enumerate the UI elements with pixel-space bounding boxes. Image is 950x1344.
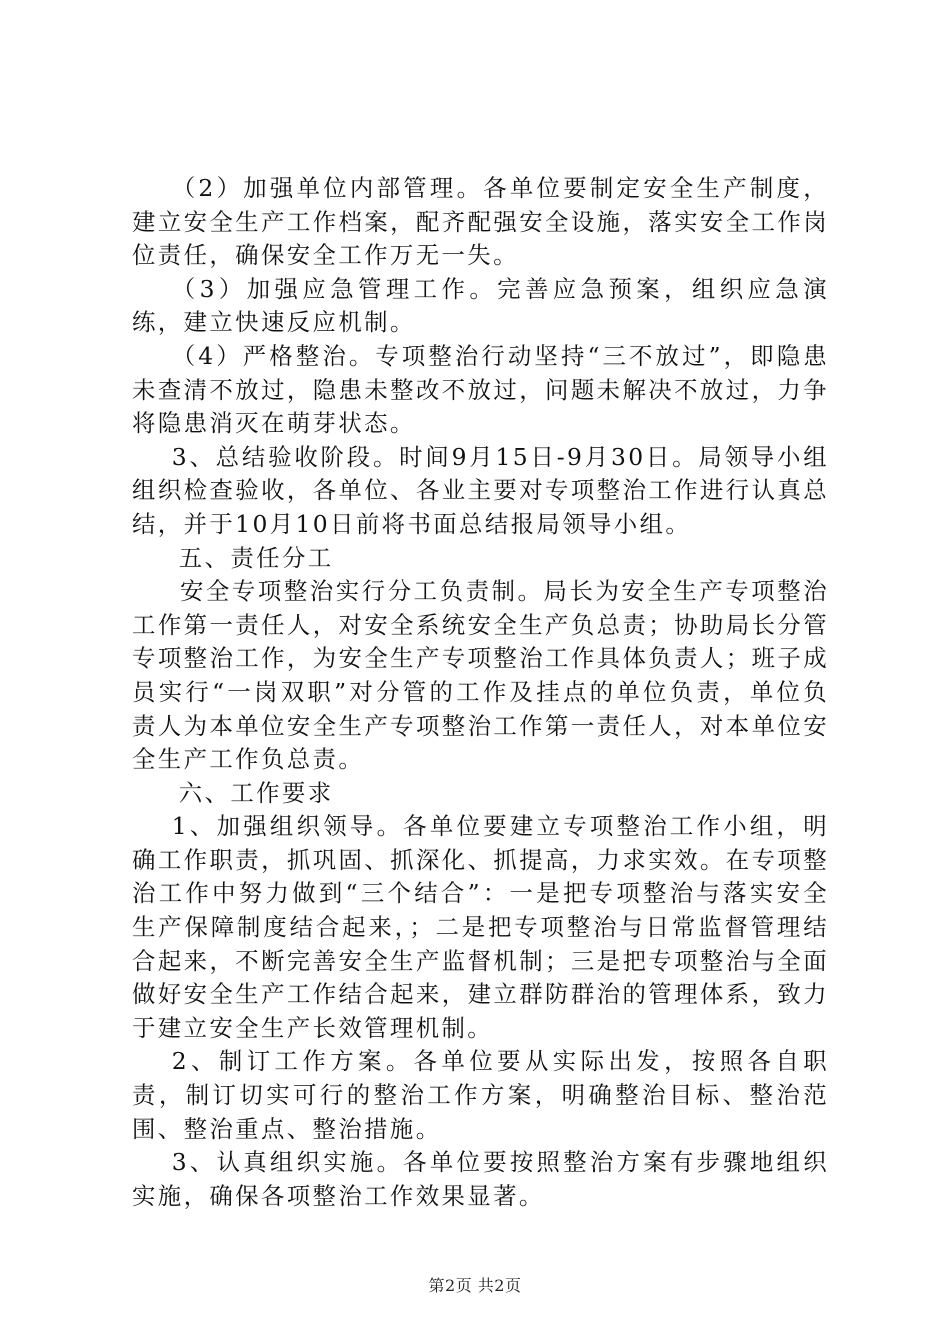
section-heading-responsibility: 五、责任分工	[178, 543, 334, 572]
paragraph-responsibility-division: 安全专项整治实行分工负责制。局长为安全生产专项整治工作第一责任人，对安全系统安全生产负总责；协助局长分管专项整治工作，为安全生产专项整治工作具体负责人；班子成员实行“一岗双职”对分管的工作及挂点的单位负责，单位负责人为本单位安全生产专项整治工作第一责任人，对本单位安全生产工作负总责。	[132, 577, 829, 774]
paragraph-internal-management: （2）加强单位内部管理。各单位要制定安全生产制度，建立安全生产工作档案，配齐配强安全设施，落实安全工作岗位责任，确保安全工作万无一失。	[132, 174, 829, 270]
paragraph-organization-leadership: 1、加强组织领导。各单位要建立专项整治工作小组，明确工作职责，抓巩固、抓深化、抓提高，力求实效。在专项整治工作中努力做到“三个结合”：一是把专项整治与落实安全生产保障制度结合起来，；二是把专项整治与日常监督管理结合起来，不断完善安全生产监督机制；三是把专项整治与全面做好安全生产工作结合起来，建立群防群治的管理体系，致力于建立安全生产长效管理机制。	[132, 812, 829, 1042]
paragraph-emergency-management: （3）加强应急管理工作。完善应急预案，组织应急演练，建立快速反应机制。	[132, 274, 829, 337]
paragraph-implementation: 3、认真组织实施。各单位要按照整治方案有步骤地组织实施，确保各项整治工作效果显著。	[132, 1148, 829, 1210]
section-heading-requirements: 六、工作要求	[178, 778, 334, 807]
document-body	[132, 172, 829, 1213]
page-number-footer: 第2页 共2页	[428, 1276, 522, 1295]
paragraph-work-plan: 2、制订工作方案。各单位要从实际出发，按照各自职责，制订切实可行的整治工作方案，明确整治目标、整治范围、整治重点、整治措施。	[132, 1047, 829, 1143]
paragraph-strict-rectification: （4）严格整治。专项整治行动坚持“三不放过”，即隐患未查清不放过，隐患未整改不放过，问题未解决不放过，力争将隐患消灭在萌芽状态。	[132, 341, 829, 438]
paragraph-summary-acceptance: 3、总结验收阶段。时间9月15日-9月30日。局领导小组组织检查验收，各单位、各业主要对专项整治工作进行认真总结，并于10月10日前将书面总结报局领导小组。	[132, 442, 829, 538]
